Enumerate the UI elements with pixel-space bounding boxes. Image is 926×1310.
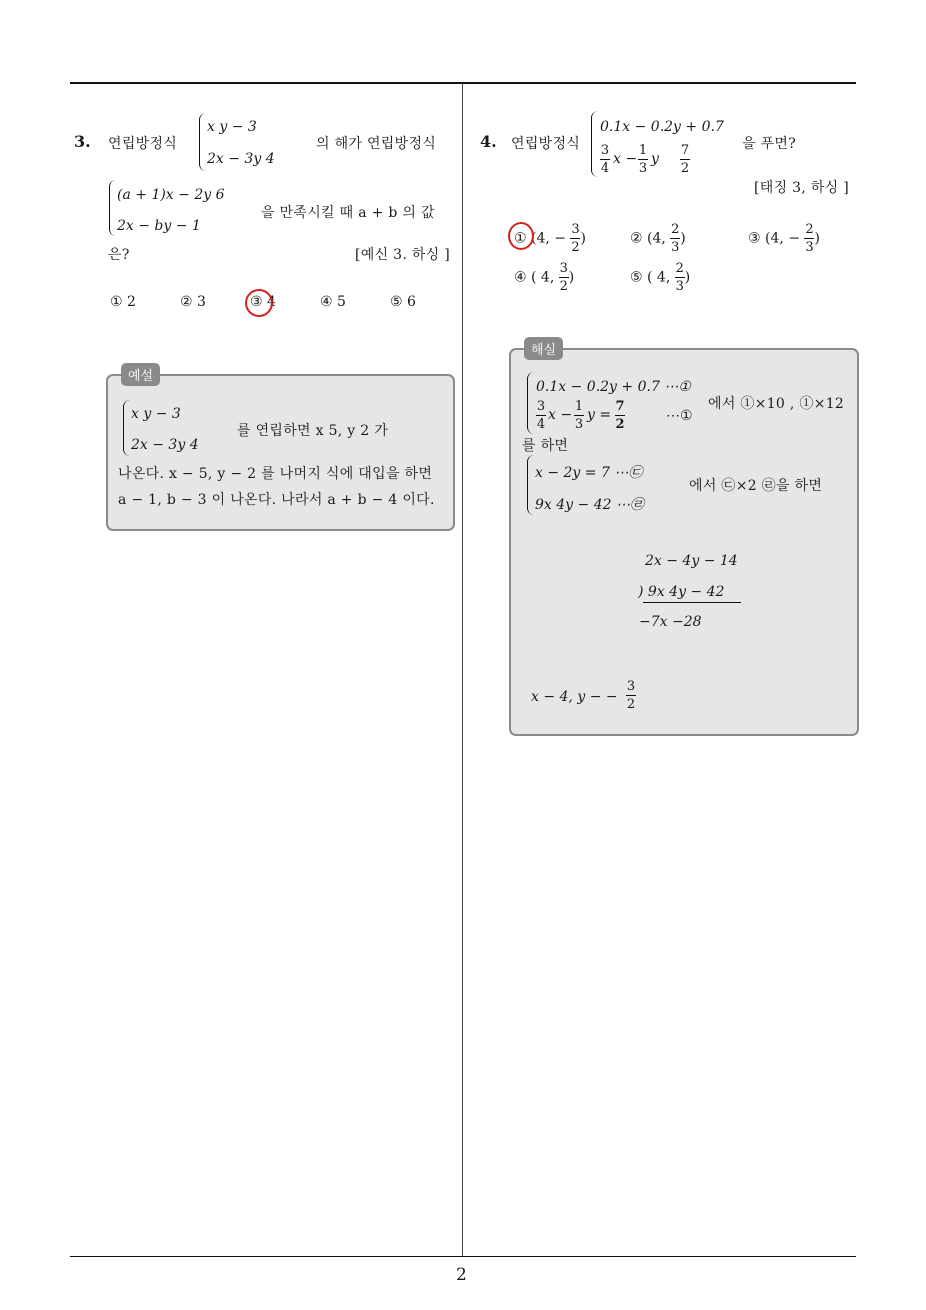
q3-sol-brace (123, 400, 130, 456)
q4-sol-result: x − 4, y − − (531, 689, 618, 705)
q4-choice-3[interactable]: ③ (4, − $\frac{2}{3}$ ) (748, 222, 820, 255)
q4-sol-frac-c: 1 3 (574, 399, 584, 432)
q4-choice-2[interactable]: ② (4, $\frac{2}{3}$ ) (630, 222, 686, 255)
q4-sol-brace-1 (527, 372, 534, 434)
q4-sol-calc-2: ) 9x 4y − 42 (638, 584, 725, 600)
column-divider (462, 84, 463, 1256)
q3-choice-3[interactable]: ③ 4 (250, 294, 276, 310)
q3-choice-5[interactable]: ⑤ 6 (390, 294, 416, 310)
q4-sol-eq1: 0.1x − 0.2y + 0.7 ⋯① (536, 379, 691, 395)
q4-sol-eq2-b: x − (548, 407, 573, 423)
q4-choice-4[interactable]: ④ ( 4, $\frac{3}{2}$ ) (514, 261, 575, 294)
q4-sol-op2: 에서 ㉢×2 ㉣을 하면 (689, 478, 823, 494)
q4-sys1-eq2-b: x − (613, 151, 638, 167)
q3-mid-text: 의 해가 연립방정식 (316, 136, 437, 152)
q4-tag: [태징 3, 하싱 ] (754, 180, 850, 196)
q4-sol-brace-2 (527, 455, 534, 515)
q4-brace-1 (591, 111, 598, 177)
q3-end-text2: 은? (108, 247, 130, 263)
q4-sol-eq2-tag: ⋯① (666, 408, 693, 424)
q3-number: 3. (74, 132, 91, 151)
q4-choice-5[interactable]: ⑤ ( 4, $\frac{2}{3}$ ) (630, 261, 691, 294)
q4-sol-frac-e: 7 2 (615, 399, 625, 432)
q3-sol-line1: 를 연립하면 x 5, y 2 가 (237, 423, 389, 439)
q3-sol-line2: 나온다. x − 5, y − 2 를 나머지 식에 대입을 하면 (118, 466, 433, 482)
q4-sol-op1: 에서 ①×10 , ①×12 (708, 396, 845, 412)
q3-choice-4[interactable]: ④ 5 (320, 294, 346, 310)
q3-sys2-eq1: (a + 1)x − 2y 6 (117, 187, 225, 203)
q4-solution-badge: 해실 (524, 337, 563, 360)
q4-number: 4. (480, 132, 497, 151)
q4-choice-2-label: ② (630, 230, 643, 247)
q3-sol-eq2: 2x − 3y 4 (131, 437, 199, 453)
q4-sys1-frac-a: 3 4 (600, 143, 610, 176)
bottom-rule (70, 1256, 856, 1257)
q4-answer-mark (508, 222, 534, 250)
q4-sol-calc-1: 2x − 4y − 14 (645, 553, 738, 569)
q4-sol-calc-rule (643, 602, 741, 603)
q4-choice-3-label: ③ (748, 230, 761, 247)
q4-choice-1[interactable]: ① (4, − $\frac{3}{2}$ ) (514, 222, 586, 255)
q4-choice-5-label: ⑤ (630, 269, 643, 286)
top-rule (70, 82, 856, 84)
q4-sol-then: 를 하면 (522, 438, 569, 454)
q3-sol-eq1: x y − 3 (131, 406, 181, 422)
q4-sys1-frac-c: 1 3 (638, 143, 648, 176)
q4-sol-sys2-eq2: 9x 4y − 42 ⋯㉣ (535, 497, 644, 513)
q3-sys2-eq2: 2x − by − 1 (117, 218, 201, 234)
q3-solution-badge: 예설 (121, 363, 160, 386)
q3-answer-mark (245, 289, 273, 317)
q4-sol-result-frac: 3 2 (626, 679, 636, 712)
page-number: 2 (456, 1265, 467, 1285)
q4-sys1-frac-e: 7 2 (680, 143, 690, 176)
q3-brace-2 (109, 180, 116, 236)
q4-end-text: 을 푸면? (742, 136, 797, 152)
q3-choice-1[interactable]: ① 2 (110, 294, 136, 310)
q4-sol-frac-a: 3 4 (536, 399, 546, 432)
q4-choice-4-label: ④ (514, 269, 527, 286)
q4-sol-calc-3: −7x −28 (639, 614, 702, 630)
q4-choice-1-label: ① (514, 230, 527, 247)
q3-brace-1 (199, 113, 206, 171)
q4-sys1-eq2-d: y (651, 151, 659, 167)
q3-end-text: 을 만족시킬 때 a + b 의 값 (261, 205, 435, 221)
q3-choice-2[interactable]: ② 3 (180, 294, 206, 310)
q3-sys1-eq2: 2x − 3y 4 (207, 151, 275, 167)
q4-sol-sys2-eq1: x − 2y = 7 ⋯㉢ (535, 465, 643, 481)
q4-sol-eq2-d: y = (587, 407, 612, 423)
q3-sys1-eq1: x y − 3 (207, 119, 257, 135)
q4-sys1-eq1: 0.1x − 0.2y + 0.7 (600, 119, 724, 135)
q3-tag: [예신 3. 하싱 ] (355, 247, 451, 263)
q3-lead: 연립방정식 (108, 136, 178, 152)
q3-sol-line3: a − 1, b − 3 이 나온다. 나라서 a + b − 4 이다. (118, 492, 435, 508)
q4-lead: 연립방정식 (511, 136, 581, 152)
